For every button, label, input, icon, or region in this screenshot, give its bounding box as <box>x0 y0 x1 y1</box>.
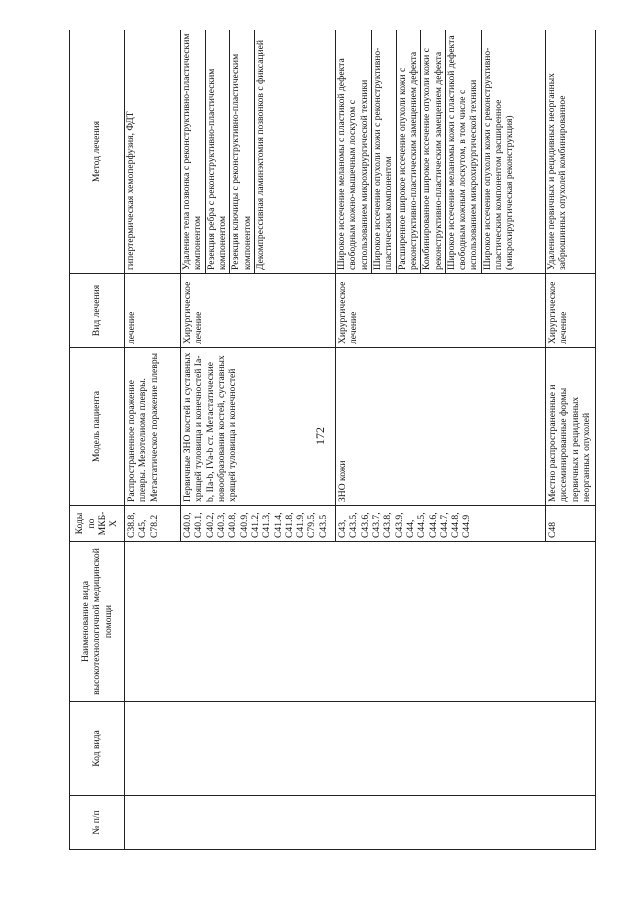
cell-icd-codes: С40.0, С40.1, С40.2, С40.3, С40.8, С40.9, С41.2, С41.3, С41.4, С41.8, С41.9, С79.5, С43.5 <box>181 506 336 542</box>
method-item: Резекция ключицы с реконструктивно-пластическим компонентом <box>230 30 255 273</box>
table-header-row <box>70 30 125 850</box>
treatment-table <box>69 30 596 850</box>
cell-treatment-method <box>181 30 336 274</box>
header-number: № п/п <box>70 796 125 850</box>
cell-treatment-type: Хирургическое лечение <box>546 274 596 348</box>
cell-patient-model: Первичные ЗНО костей и суставных хрящей туловища и конечностей Ia-b, IIa-b, IVa-b ст. Метастатические новообразования костей, суставных хрящей туловища и конечностей <box>181 348 336 506</box>
method-item: Резекция ребра с реконструктивно-пластическим компонентом <box>206 30 231 273</box>
cell-treatment-method <box>125 30 181 274</box>
method-item: гипертермическая хемоперфузия, ФДТ <box>125 111 136 270</box>
method-item: Широкое иссечение меланомы с пластикой дефекта свободным кожно-мышечным лоскутом с использованием микрохирургической техники <box>336 30 372 273</box>
table-row <box>125 30 181 850</box>
method-item: Широкое иссечение опухоли кожи с реконструктивно-пластическим компонентом <box>372 30 397 273</box>
cell-patient-model: ЗНО кожи <box>336 348 546 506</box>
cell-patient-model: Местно распространенные и диссеминированные формы первичных и рецидивных неорганных опухолей <box>546 348 596 506</box>
document-page <box>69 30 599 850</box>
header-treatment-type: Вид лечения <box>70 274 125 348</box>
method-item: Декомпрессивная ламинэктомия позвонков с фиксацией <box>254 39 266 270</box>
method-item: Расширенное широкое иссечение опухоли кожи с реконструктивно-пластическим замещением дефекта <box>397 30 422 273</box>
header-type-name: Наименование вида высокотехнологичной медицинской помощи <box>70 542 125 702</box>
cell-type-code <box>125 702 596 796</box>
header-icd-codes: Коды по МКБ-Х <box>70 506 125 542</box>
method-item: Удаление тела позвонка с реконструктивно-пластическим компонентом <box>181 30 206 273</box>
cell-type-name <box>125 542 596 702</box>
cell-treatment-type: лечение <box>125 274 181 348</box>
cell-icd-codes: С38.8, С45, С78.2 <box>125 506 181 542</box>
header-type-code: Код вида <box>70 702 125 796</box>
cell-patient-model: Распространенное поражение плевры. Мезотелиома плевры. Метастатическое поражение плевры <box>125 348 181 506</box>
method-item: Комбинированное широкое иссечение опухоли кожи с реконструктивно-пластическим замещением дефекта <box>421 30 446 273</box>
rotated-table-container <box>69 30 599 850</box>
cell-treatment-method <box>546 30 596 274</box>
method-item: Удаление первичных и рецидивных неорганных забрюшинных опухолей комбинированное <box>546 73 569 270</box>
cell-treatment-type: Хирургическое лечение <box>336 274 546 348</box>
method-item: Широкое иссечение опухоли кожи с реконструктивно-пластическим компонентом расширенное (микрохирургическая реконструкция) <box>481 47 516 270</box>
cell-icd-codes: С48 <box>546 506 596 542</box>
header-treatment-method: Метод лечения <box>70 30 125 274</box>
cell-treatment-type: Хирургическое лечение <box>181 274 336 348</box>
method-item: Широкое иссечение меланомы кожи с пластикой дефекта свободным кожным лоскутом, в том числе с использованием микрохирургической техники <box>446 30 482 273</box>
cell-treatment-method <box>336 30 546 274</box>
page-number: 172 <box>313 427 327 445</box>
cell-icd-codes: С43, С43.5, С43.6, С43.7, С43.8, С43.9, С44, С44.5, С44.6, С44.7, С44.8, С44.9 <box>336 506 546 542</box>
header-patient-model: Модель пациента <box>70 348 125 506</box>
cell-number <box>125 796 596 850</box>
